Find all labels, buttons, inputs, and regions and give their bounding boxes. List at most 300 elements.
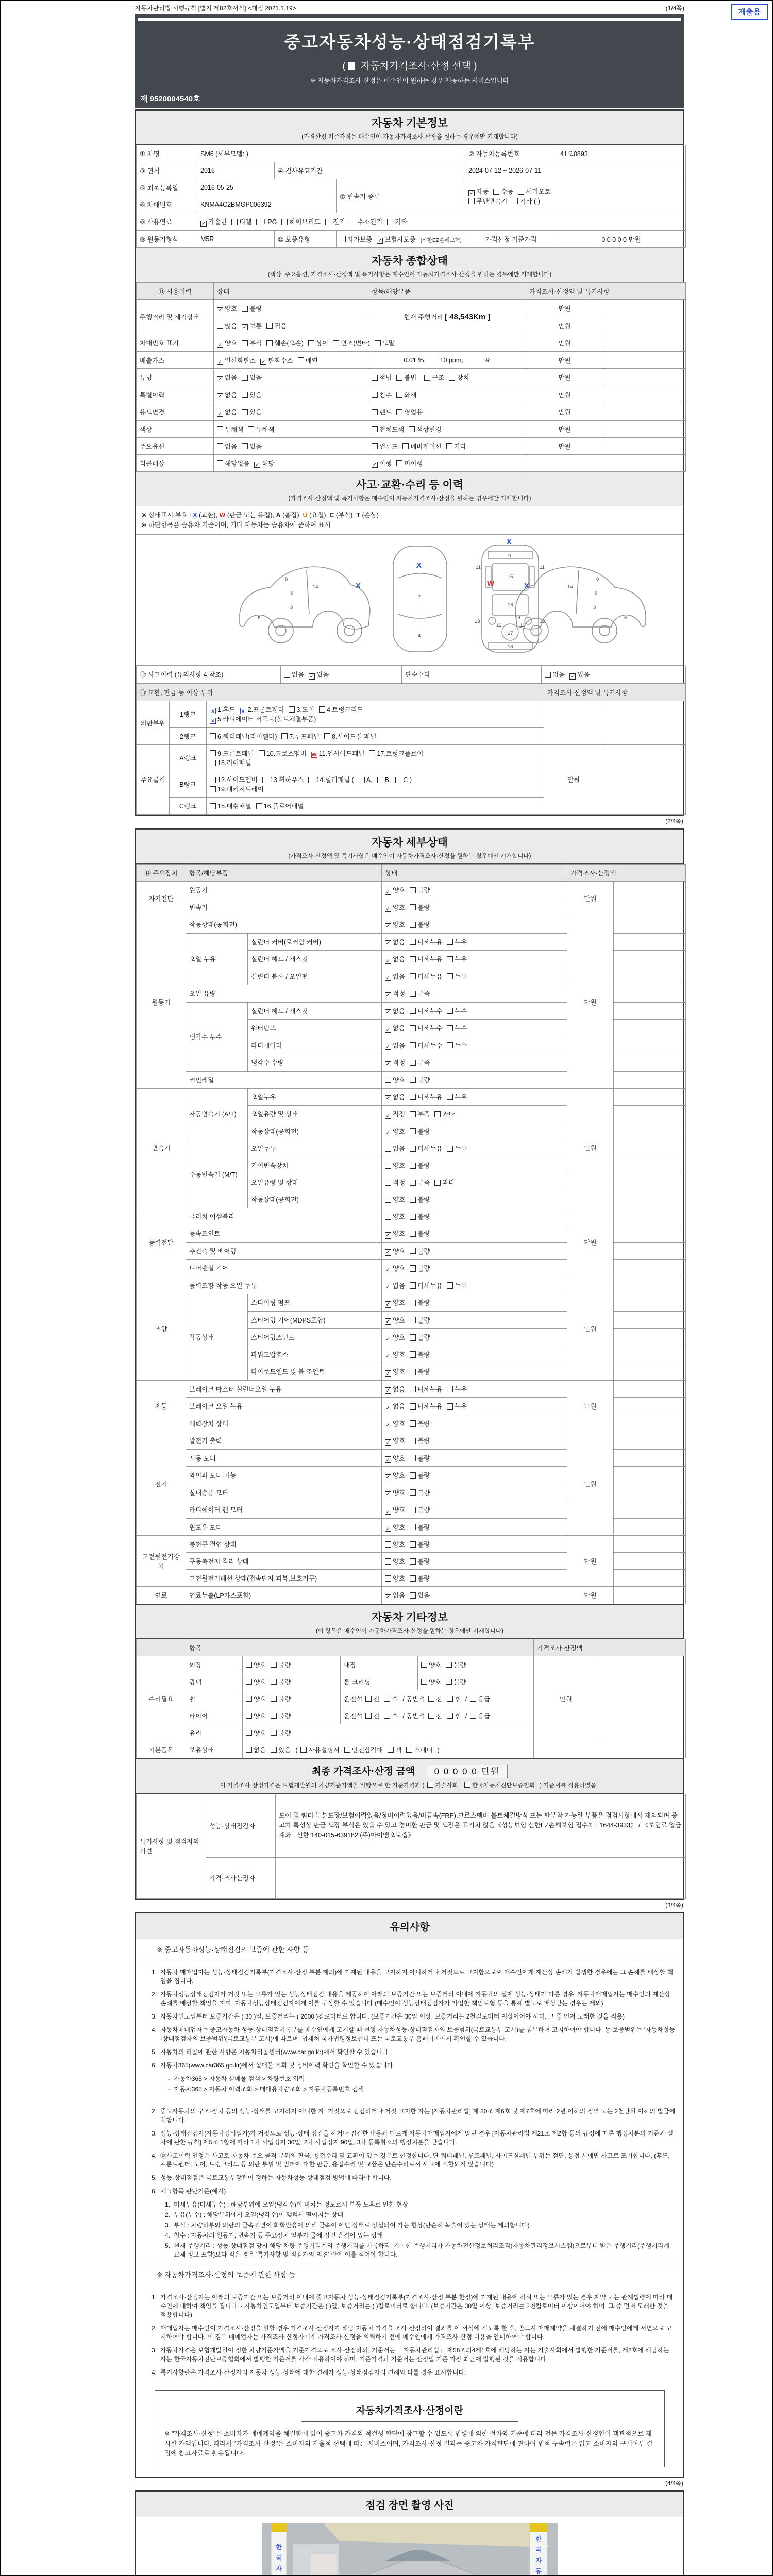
checkbox[interactable] xyxy=(359,777,365,783)
state-options xyxy=(382,1123,567,1140)
checkbox[interactable] xyxy=(446,1662,452,1668)
checkbox[interactable] xyxy=(410,1524,416,1530)
checkbox[interactable] xyxy=(447,1146,453,1152)
option xyxy=(410,937,442,946)
checkbox[interactable]: ✓ xyxy=(570,673,575,680)
checkbox[interactable]: ✓ xyxy=(385,1249,391,1256)
checkbox[interactable] xyxy=(410,1042,416,1048)
checkbox[interactable]: ✓ xyxy=(385,1130,391,1136)
checkbox[interactable] xyxy=(369,750,375,756)
checkbox[interactable] xyxy=(409,426,415,432)
option-label: 양호 xyxy=(393,1076,406,1084)
checkbox[interactable] xyxy=(242,306,248,312)
checkbox[interactable] xyxy=(402,443,409,449)
checkbox[interactable] xyxy=(271,1713,277,1719)
checkbox[interactable] xyxy=(396,392,402,398)
checkbox[interactable] xyxy=(434,1180,441,1186)
checkbox[interactable] xyxy=(410,1489,416,1496)
checkbox[interactable] xyxy=(434,1111,441,1117)
checkbox[interactable] xyxy=(372,426,378,432)
option-label: 자가보증 xyxy=(347,235,373,243)
option-label: 불량 xyxy=(278,1729,291,1737)
rankB-options xyxy=(207,771,544,798)
notice-number: 1. xyxy=(151,2293,157,2301)
checkbox[interactable] xyxy=(410,922,416,928)
checkbox[interactable] xyxy=(217,323,223,329)
checkbox[interactable] xyxy=(410,1386,416,1392)
checkbox[interactable] xyxy=(217,460,223,466)
checkbox[interactable]: ✓ xyxy=(217,307,223,313)
remark-cell xyxy=(614,1174,686,1191)
option-label: 전 xyxy=(435,1712,442,1720)
checkbox[interactable]: ✓ xyxy=(385,1112,391,1119)
checkbox[interactable] xyxy=(246,1713,252,1719)
checkbox[interactable] xyxy=(410,1507,416,1513)
checkbox[interactable] xyxy=(512,198,518,204)
svg-text:11: 11 xyxy=(476,565,481,570)
option xyxy=(200,217,227,227)
state-options xyxy=(382,1054,567,1072)
checkbox[interactable] xyxy=(410,1369,416,1375)
checkbox[interactable]: ✓ xyxy=(242,324,247,330)
checkbox[interactable] xyxy=(248,426,254,432)
checkbox[interactable] xyxy=(324,733,330,739)
checkbox[interactable] xyxy=(340,236,346,242)
checkbox[interactable] xyxy=(242,409,248,415)
checkbox[interactable] xyxy=(246,1662,252,1668)
checkbox[interactable] xyxy=(410,887,416,893)
checkbox[interactable] xyxy=(365,1713,372,1719)
option-label: 양호 xyxy=(393,904,406,911)
checkbox[interactable]: ✓ xyxy=(385,923,391,929)
checkbox[interactable] xyxy=(427,1782,433,1788)
checkbox[interactable] xyxy=(210,750,216,756)
option-label: 불량 xyxy=(417,921,430,928)
checkbox[interactable] xyxy=(447,973,453,979)
basic-items-label: 기본품목 xyxy=(137,1741,186,1758)
option-label: 색상변경 xyxy=(416,426,442,433)
checkbox[interactable] xyxy=(262,777,268,783)
option-label: 5.라디에이터 서포트(볼트체결부품) xyxy=(217,716,316,723)
checkbox[interactable] xyxy=(242,392,248,398)
checkbox[interactable] xyxy=(319,706,325,713)
checkbox[interactable] xyxy=(410,973,416,979)
checkbox[interactable] xyxy=(210,733,216,739)
label-vin: ⑥ 차대번호 xyxy=(137,196,197,213)
remark-cell xyxy=(614,933,686,951)
checkbox[interactable] xyxy=(421,1662,427,1668)
remark-cell xyxy=(614,1294,686,1312)
checkbox[interactable]: ✓ xyxy=(385,1026,391,1033)
checkbox[interactable] xyxy=(447,939,453,945)
checkbox[interactable] xyxy=(333,340,339,346)
checkbox[interactable]: ✓ xyxy=(469,190,474,196)
state-options xyxy=(382,1260,567,1277)
checkbox[interactable] xyxy=(446,443,452,449)
checkbox[interactable]: ✓ xyxy=(217,359,223,365)
option-label: 화재 xyxy=(404,391,417,399)
definition-title: 자동차가격조사·산정이란 xyxy=(301,2398,518,2422)
remark-cell xyxy=(614,1363,686,1381)
state-options xyxy=(382,1106,567,1123)
checkbox[interactable] xyxy=(410,1025,416,1031)
option xyxy=(254,459,274,468)
option xyxy=(410,1367,430,1376)
remark-cell xyxy=(614,1106,686,1123)
polish-options xyxy=(243,1673,341,1690)
checkbox[interactable]: ✓ xyxy=(217,341,223,348)
checkbox[interactable] xyxy=(410,1111,416,1117)
checkbox[interactable] xyxy=(447,1094,453,1100)
checkbox[interactable] xyxy=(410,1060,416,1066)
checkbox[interactable] xyxy=(410,1231,416,1237)
price-cell: 만원 xyxy=(526,437,603,454)
checkbox[interactable]: ✓ xyxy=(201,220,206,227)
legend-c: C xyxy=(329,512,334,519)
checkbox[interactable] xyxy=(377,777,383,783)
checkbox[interactable]: ✓ xyxy=(385,1456,391,1463)
item-label: 추진축 및 베어링 xyxy=(186,1242,382,1260)
checkbox[interactable] xyxy=(210,760,216,766)
checkbox[interactable]: ✓ xyxy=(385,1061,391,1067)
photo-area xyxy=(136,2517,683,2576)
checkbox[interactable] xyxy=(410,1351,416,1358)
option xyxy=(410,1058,430,1067)
checkbox[interactable] xyxy=(447,1713,453,1719)
checkbox[interactable]: ✓ xyxy=(385,992,391,998)
checkbox[interactable] xyxy=(410,1403,416,1410)
checkbox[interactable] xyxy=(384,1713,390,1719)
checkbox[interactable]: ✓ xyxy=(385,906,391,912)
remark-cell xyxy=(614,1467,686,1484)
checkbox[interactable] xyxy=(428,1696,434,1702)
state-options xyxy=(382,1415,567,1432)
checkbox[interactable] xyxy=(385,1146,391,1152)
checkbox[interactable] xyxy=(372,392,378,398)
option-label: 후 xyxy=(392,1712,398,1720)
checkbox[interactable] xyxy=(246,1730,252,1736)
option-label: 부족 xyxy=(417,1111,430,1118)
item-label: 충전구 절연 상태 xyxy=(186,1536,382,1553)
checkbox[interactable] xyxy=(385,1214,391,1220)
checkbox[interactable] xyxy=(447,1403,453,1410)
tuning-detail-options xyxy=(368,369,526,386)
checkbox[interactable] xyxy=(210,777,216,783)
option-label: 보통 xyxy=(249,322,262,330)
option xyxy=(385,1127,405,1137)
checkbox[interactable] xyxy=(281,219,288,225)
option-label: 12.사이드멤버 xyxy=(217,776,258,784)
checkbox[interactable] xyxy=(365,1696,372,1702)
checkbox[interactable]: x xyxy=(240,708,246,714)
checkbox[interactable] xyxy=(271,1730,277,1736)
option xyxy=(242,321,262,331)
label-fuel: ⑧ 사용연료 xyxy=(137,213,197,231)
checkbox[interactable] xyxy=(421,1679,427,1685)
checkbox[interactable] xyxy=(545,672,551,678)
checkbox[interactable] xyxy=(410,1317,416,1323)
checkbox[interactable]: ✓ xyxy=(255,462,260,468)
page-marker-3: (3/4쪽) xyxy=(665,1902,683,1909)
checkbox[interactable] xyxy=(410,1334,416,1341)
option xyxy=(217,338,237,348)
checkbox[interactable]: ✓ xyxy=(385,1526,391,1532)
checkbox[interactable] xyxy=(410,1248,416,1254)
option xyxy=(545,670,565,679)
checkbox[interactable] xyxy=(447,1696,453,1702)
checkbox[interactable] xyxy=(493,189,499,195)
checkbox[interactable] xyxy=(449,375,455,381)
price-appraisal-definition-box xyxy=(155,2390,665,2467)
checkbox[interactable] xyxy=(447,956,453,962)
checkbox[interactable] xyxy=(410,939,416,945)
tire-options xyxy=(243,1707,341,1724)
remark-cell xyxy=(614,1088,686,1106)
checkbox[interactable] xyxy=(385,1180,391,1186)
checkbox[interactable] xyxy=(447,1386,453,1392)
checkbox[interactable]: ✓ xyxy=(377,238,382,244)
checkbox[interactable] xyxy=(395,777,401,783)
checkbox[interactable] xyxy=(289,706,295,713)
checkbox[interactable] xyxy=(242,443,248,449)
option xyxy=(333,338,370,347)
option-label: 6.쿼터패널(리어휀다) xyxy=(217,733,277,740)
checkbox[interactable] xyxy=(410,1282,416,1289)
checkbox[interactable] xyxy=(350,219,356,225)
checkbox[interactable] xyxy=(518,189,524,195)
option xyxy=(385,1556,405,1566)
checkbox[interactable] xyxy=(246,1696,252,1702)
checkbox[interactable]: ✓ xyxy=(385,1387,391,1394)
checkbox[interactable]: ✓ xyxy=(385,1284,391,1290)
checkbox[interactable] xyxy=(410,1146,416,1152)
checkbox[interactable]: ✓ xyxy=(385,1266,391,1273)
option xyxy=(410,1556,430,1566)
checkbox[interactable]: ✓ xyxy=(385,940,391,946)
checkbox[interactable]: x xyxy=(210,708,216,714)
checkbox[interactable] xyxy=(396,460,402,466)
checkbox[interactable] xyxy=(210,803,216,809)
checkbox[interactable]: ✓ xyxy=(385,975,391,981)
checkbox[interactable] xyxy=(256,219,262,225)
checkbox[interactable] xyxy=(385,1541,391,1548)
option xyxy=(242,407,262,416)
option xyxy=(372,390,392,399)
checkbox[interactable] xyxy=(410,1197,416,1203)
checkbox[interactable] xyxy=(410,1472,416,1479)
option-label: 있음 xyxy=(417,1592,430,1599)
checkbox[interactable] xyxy=(446,1679,452,1685)
checkbox[interactable] xyxy=(470,1713,476,1719)
checkbox[interactable]: ✓ xyxy=(385,1335,391,1342)
checkbox[interactable] xyxy=(387,219,393,225)
checkbox[interactable] xyxy=(385,1575,391,1582)
checkbox[interactable] xyxy=(375,340,381,346)
checkbox[interactable] xyxy=(410,1420,416,1427)
checkbox[interactable] xyxy=(266,340,273,346)
item-label: 냉각수 수량 xyxy=(248,1054,382,1072)
item-label: 오일유량 및 상태 xyxy=(248,1174,382,1191)
option-label: 유채색 xyxy=(256,426,275,433)
checkbox[interactable] xyxy=(242,375,248,381)
checkbox[interactable]: ✓ xyxy=(385,1095,391,1101)
checkbox[interactable]: ✓ xyxy=(372,462,377,468)
option xyxy=(308,338,328,347)
checkbox[interactable] xyxy=(284,672,290,678)
item-category-label: 오일 누유 xyxy=(186,933,248,985)
checkbox[interactable] xyxy=(396,409,402,415)
checkbox[interactable] xyxy=(410,1455,416,1461)
checkbox[interactable] xyxy=(210,786,216,792)
option xyxy=(447,954,467,963)
checkbox[interactable]: ✓ xyxy=(385,1232,391,1239)
checkbox[interactable] xyxy=(447,1042,453,1048)
checkbox[interactable] xyxy=(242,340,248,346)
checkbox[interactable] xyxy=(298,357,304,363)
checkbox[interactable] xyxy=(246,1679,252,1685)
checkbox[interactable] xyxy=(385,1197,391,1203)
option-label: 13.휠하우스 xyxy=(270,776,304,784)
checkbox[interactable] xyxy=(410,1008,416,1014)
option xyxy=(210,758,251,767)
checkbox[interactable] xyxy=(410,1094,416,1100)
remark-cell xyxy=(614,916,686,934)
checkbox[interactable] xyxy=(300,1747,307,1753)
checkbox[interactable] xyxy=(271,1747,277,1753)
glass-options xyxy=(243,1724,534,1741)
checkbox[interactable] xyxy=(372,409,378,415)
checkbox[interactable]: ✓ xyxy=(385,957,391,964)
checkbox[interactable] xyxy=(385,1077,391,1083)
checkbox[interactable]: ✓ xyxy=(261,359,266,365)
checkbox[interactable]: ✓ xyxy=(385,888,391,895)
checkbox[interactable] xyxy=(410,1438,416,1444)
checkbox[interactable]: ✓ xyxy=(385,1508,391,1515)
checkbox[interactable] xyxy=(410,1265,416,1272)
checkbox[interactable] xyxy=(410,1575,416,1582)
option-label: 11.인사이드패널 xyxy=(318,750,365,757)
checkbox[interactable] xyxy=(388,1747,394,1753)
checkbox[interactable] xyxy=(246,1747,252,1753)
checkbox[interactable]: ✓ xyxy=(385,1318,391,1325)
checkbox[interactable] xyxy=(385,1558,391,1565)
option-text: / xyxy=(465,1712,467,1720)
checkbox[interactable]: ✓ xyxy=(217,393,223,399)
state-options xyxy=(382,1294,567,1312)
item-label: 커먼레일 xyxy=(186,1071,382,1088)
state-options xyxy=(382,1363,567,1381)
checkbox[interactable]: ✓ xyxy=(385,1353,391,1359)
checkbox[interactable]: ✓ xyxy=(385,1422,391,1428)
checkbox[interactable]: W xyxy=(311,752,317,758)
checkbox[interactable] xyxy=(384,1696,390,1702)
checkbox[interactable]: ✓ xyxy=(385,1473,391,1480)
checkbox[interactable] xyxy=(410,1128,416,1134)
checkbox[interactable] xyxy=(344,1747,350,1753)
checkbox[interactable] xyxy=(271,1696,277,1702)
detail-head-price: 가격조사·산정액 xyxy=(567,865,686,882)
checkbox[interactable] xyxy=(256,803,262,809)
checkbox[interactable]: ✓ xyxy=(385,1009,391,1015)
checkbox[interactable] xyxy=(410,956,416,962)
checkbox[interactable] xyxy=(464,1782,470,1788)
checkbox[interactable] xyxy=(231,219,238,225)
checkbox[interactable]: ✓ xyxy=(217,410,223,417)
checkbox[interactable] xyxy=(271,1662,277,1668)
checkbox[interactable] xyxy=(424,375,430,381)
checkbox[interactable] xyxy=(410,1180,416,1186)
option xyxy=(365,1711,379,1720)
checkbox[interactable]: ✓ xyxy=(309,673,314,680)
checkbox[interactable]: ✓ xyxy=(385,1044,391,1050)
checkbox[interactable] xyxy=(410,1163,416,1169)
checkbox[interactable] xyxy=(410,904,416,910)
checkbox[interactable] xyxy=(308,340,314,346)
checkbox[interactable] xyxy=(385,1163,391,1169)
checkbox[interactable] xyxy=(281,733,288,739)
checkbox[interactable] xyxy=(410,1077,416,1083)
option xyxy=(385,1384,405,1394)
checkbox[interactable] xyxy=(410,1558,416,1565)
checkbox[interactable] xyxy=(468,198,475,204)
checkbox[interactable] xyxy=(406,1747,412,1753)
checkbox[interactable]: ✓ xyxy=(385,1370,391,1377)
checkbox[interactable] xyxy=(470,1696,476,1702)
checkbox[interactable]: ✓ xyxy=(385,1594,391,1600)
checkbox[interactable]: ✓ xyxy=(385,1301,391,1308)
option xyxy=(256,218,277,226)
checkbox[interactable]: ✓ xyxy=(217,376,223,382)
option-text: / 동반석 xyxy=(402,1712,425,1720)
option-label: 없음 xyxy=(225,409,238,416)
checkbox[interactable]: ✓ xyxy=(385,1439,391,1446)
notice-item xyxy=(162,2075,676,2083)
checkbox[interactable] xyxy=(428,1713,434,1719)
checkbox[interactable]: x xyxy=(210,718,216,724)
checkbox[interactable] xyxy=(325,219,331,225)
remark-cell xyxy=(603,300,686,317)
checkbox[interactable] xyxy=(410,991,416,997)
checkbox[interactable] xyxy=(217,426,223,432)
checkbox[interactable] xyxy=(271,1679,277,1685)
remark-cell xyxy=(526,454,686,472)
checkbox[interactable] xyxy=(372,443,378,449)
checkbox[interactable] xyxy=(410,1214,416,1220)
accident-history-options xyxy=(281,666,402,684)
state-options xyxy=(382,1157,567,1174)
checkbox[interactable] xyxy=(266,323,273,329)
option xyxy=(447,1006,467,1015)
checkbox[interactable] xyxy=(308,777,314,783)
checkbox[interactable] xyxy=(410,1300,416,1306)
option xyxy=(447,1023,467,1032)
checkbox[interactable] xyxy=(259,750,265,756)
checkbox[interactable]: ✓ xyxy=(385,1404,391,1411)
checkbox[interactable] xyxy=(447,1025,453,1031)
checkbox[interactable] xyxy=(410,1541,416,1548)
option xyxy=(512,196,540,206)
checkbox[interactable] xyxy=(372,375,378,381)
checkbox[interactable] xyxy=(410,1592,416,1599)
row-mileage-label: 주행거리 및 계기상태 xyxy=(137,300,214,334)
checkbox[interactable] xyxy=(217,443,223,449)
checkbox[interactable] xyxy=(396,375,402,381)
checkbox[interactable]: ✓ xyxy=(385,1491,391,1497)
checkbox[interactable] xyxy=(447,1008,453,1014)
inspection-photo-front xyxy=(262,2523,558,2576)
option-label: 없음 xyxy=(393,1042,406,1049)
checkbox[interactable] xyxy=(447,1282,453,1289)
